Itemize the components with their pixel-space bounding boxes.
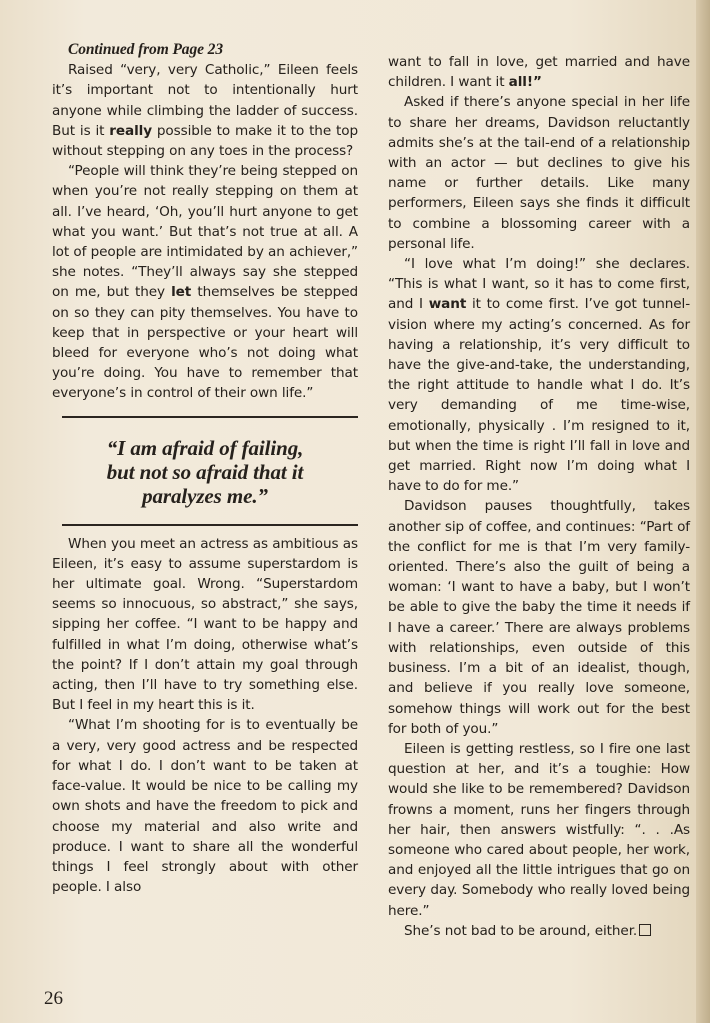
left-column [52, 40, 358, 897]
paragraph: Asked if there’s anyone special in her life to share her dreams, Davidson reluctantly admits she’s at the tail-end of a relationship with an actor — but declines to give his name or further details. Like many performers, Eileen says she finds it difficult to combine a blossoming career with a personal life. [388, 94, 690, 252]
emphasis: really [109, 122, 152, 139]
paragraph: Davidson pauses thoughtfully, takes another sip of coffee, and continues: “Part of the conflict for me is that I’m very family-oriented. There’s also the guilt of being a woman: ‘I want to have a baby, but I won’t be able to give the baby the time it needs if I have a career.’ There are always problems with relationships, even outside of this business. I’m a bit of an idealist, though, and believe if you really love someone, somehow things will work out for the best for both of you.” [388, 498, 690, 737]
end-mark-icon [639, 924, 651, 936]
paragraph: When you meet an actress as ambitious as Eileen, it’s easy to assume superstardom is her ultimate goal. Wrong. “Superstardom seems so innocuous, so abstract,” she says, sipping her coffee. “I want to be happy and fulfilled in what I’m doing, otherwise what’s the point? If I don’t attain my goal through acting, then I’ll have to try something else. But I feel in my heart this is it. [52, 535, 358, 714]
paragraph: Eileen is getting restless, so I fire one last question at her, and it’s a toughie: How would she like to be remembered? Davidson frowns a moment, runs her fingers through her hair, then answers wistfully: “. . .As someone who cared about people, her work, and enjoyed all the little intrigues that go on every day. Somebody who really loved being here.” [388, 740, 690, 919]
page-binding-edge [696, 0, 710, 1023]
emphasis: want [428, 296, 467, 313]
paragraph: want to fall in love, get married and have children. I want it all!” [388, 54, 690, 91]
pull-quote-line: but not so afraid that it [106, 459, 304, 484]
paragraph: “I love what I’m doing!” she declares. “This is what I want, so it has to come first, and I want it to come first. I’ve got tunnel-vision where my acting’s concerned. As for having a relationship, it’s very difficult to have the give-and-take, the understanding, the right attitude to handle what I do. It’s very demanding of me time-wise, emotionally, physically . I’m resigned to it, but when the time is right I’ll fall in love and get married. Right now I’m doing what I have to do for me.” [388, 256, 690, 495]
pull-quote-rule-bottom [62, 524, 358, 526]
paragraph: “People will think they’re being stepped on when you’re not really stepping on them at all. I’ve heard, ‘Oh, you’ll hurt anyone to get what you want.’ But that’s not true at all. A lot of people are intimidated by an achiever,” she notes. “They’ll always say she stepped on me, but they let themselves be stepped on so they can pity themselves. You have to keep that in perspective or your heart will bleed for everyone who’s not doing what you’re doing. You have to remember that everyone’s in control of their own life.” [52, 163, 358, 402]
continued-from-label: Continued from Page 23 [68, 41, 223, 58]
paragraph: Raised “very, very Catholic,” Eileen feels it’s important not to intentionally hurt anyone while climbing the ladder of success. But is it really possible to make it to the top without stepping on any toes in the process? [52, 62, 358, 160]
emphasis: let [171, 284, 192, 301]
pull-quote [64, 436, 346, 508]
page-number: 26 [44, 988, 63, 1009]
pull-quote-line: “I am afraid of failing, [106, 435, 304, 460]
pull-quote-line: paralyzes me.” [142, 483, 268, 508]
emphasis: all!” [508, 74, 542, 91]
right-column [388, 52, 690, 941]
pull-quote-rule-top [62, 416, 358, 418]
paragraph: She’s not bad to be around, either. [388, 921, 690, 941]
paragraph: “What I’m shooting for is to eventually be a very, very good actress and be respected for what I do. I don’t want to be taken at face-value. It would be nice to be calling my own shots and have the freedom to pick and choose my material and also write and produce. I want to share all the wonderful things I feel strongly about with other people. I also [52, 717, 358, 896]
